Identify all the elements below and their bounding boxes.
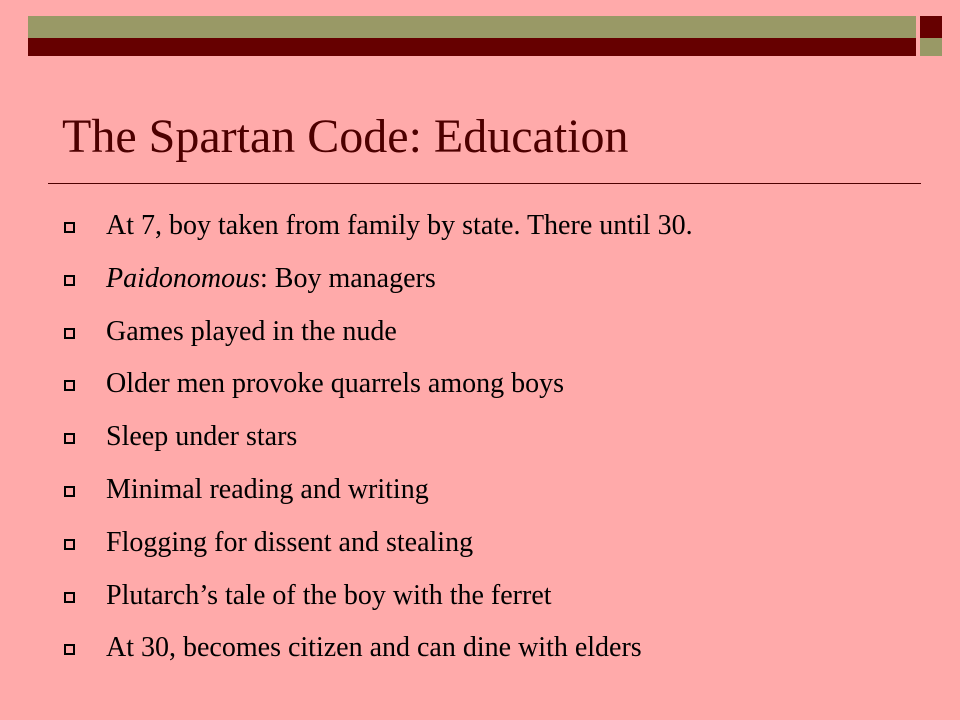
bullet-item xyxy=(60,310,940,363)
bullet-item xyxy=(60,468,940,521)
bullet-text-content: Older men provoke quarrels among boys xyxy=(106,368,564,400)
hollow-square-bullet-icon xyxy=(64,644,75,655)
bullet-text-content: Plutarch’s tale of the boy with the ferret xyxy=(106,579,552,611)
header-square-maroon xyxy=(920,16,942,38)
hollow-square-bullet-icon xyxy=(64,275,75,286)
bullet-item xyxy=(60,415,940,468)
bullet-text xyxy=(106,626,642,670)
bullet-item xyxy=(60,257,940,310)
bullet-item xyxy=(60,204,940,257)
bullet-item xyxy=(60,521,940,574)
header-square-olive xyxy=(920,38,942,56)
header-band-olive xyxy=(28,16,916,38)
hollow-square-bullet-icon xyxy=(64,380,75,391)
header-band-maroon xyxy=(28,38,916,56)
title-divider xyxy=(48,183,921,184)
bullet-text xyxy=(106,468,429,512)
bullet-text-content: Minimal reading and writing xyxy=(106,473,429,505)
bullet-text-content: Games played in the nude xyxy=(106,315,397,347)
hollow-square-bullet-icon xyxy=(64,592,75,603)
bullet-text xyxy=(106,521,473,565)
hollow-square-bullet-icon xyxy=(64,328,75,339)
bullet-list xyxy=(60,204,940,679)
bullet-text-content: At 30, becomes citizen and can dine with elders xyxy=(106,632,642,664)
bullet-item xyxy=(60,362,940,415)
slide-title: The Spartan Code: Education xyxy=(62,110,629,163)
bullet-text-italic: Paidonomous xyxy=(106,262,260,294)
bullet-text-content: Flogging for dissent and stealing xyxy=(106,526,474,558)
bullet-text-content: : Boy managers xyxy=(260,262,436,294)
bullet-item xyxy=(60,626,940,679)
bullet-item xyxy=(60,574,940,627)
hollow-square-bullet-icon xyxy=(64,539,75,550)
bullet-text xyxy=(106,574,552,618)
bullet-text-content: At 7, boy taken from family by state. There until 30. xyxy=(106,210,693,241)
hollow-square-bullet-icon xyxy=(64,222,75,233)
hollow-square-bullet-icon xyxy=(64,486,75,497)
bullet-text xyxy=(106,415,297,459)
hollow-square-bullet-icon xyxy=(64,433,75,444)
bullet-text-content: Sleep under stars xyxy=(106,421,298,453)
bullet-text xyxy=(106,257,436,301)
bullet-text xyxy=(106,204,693,248)
bullet-text xyxy=(106,362,564,406)
bullet-text xyxy=(106,310,397,354)
